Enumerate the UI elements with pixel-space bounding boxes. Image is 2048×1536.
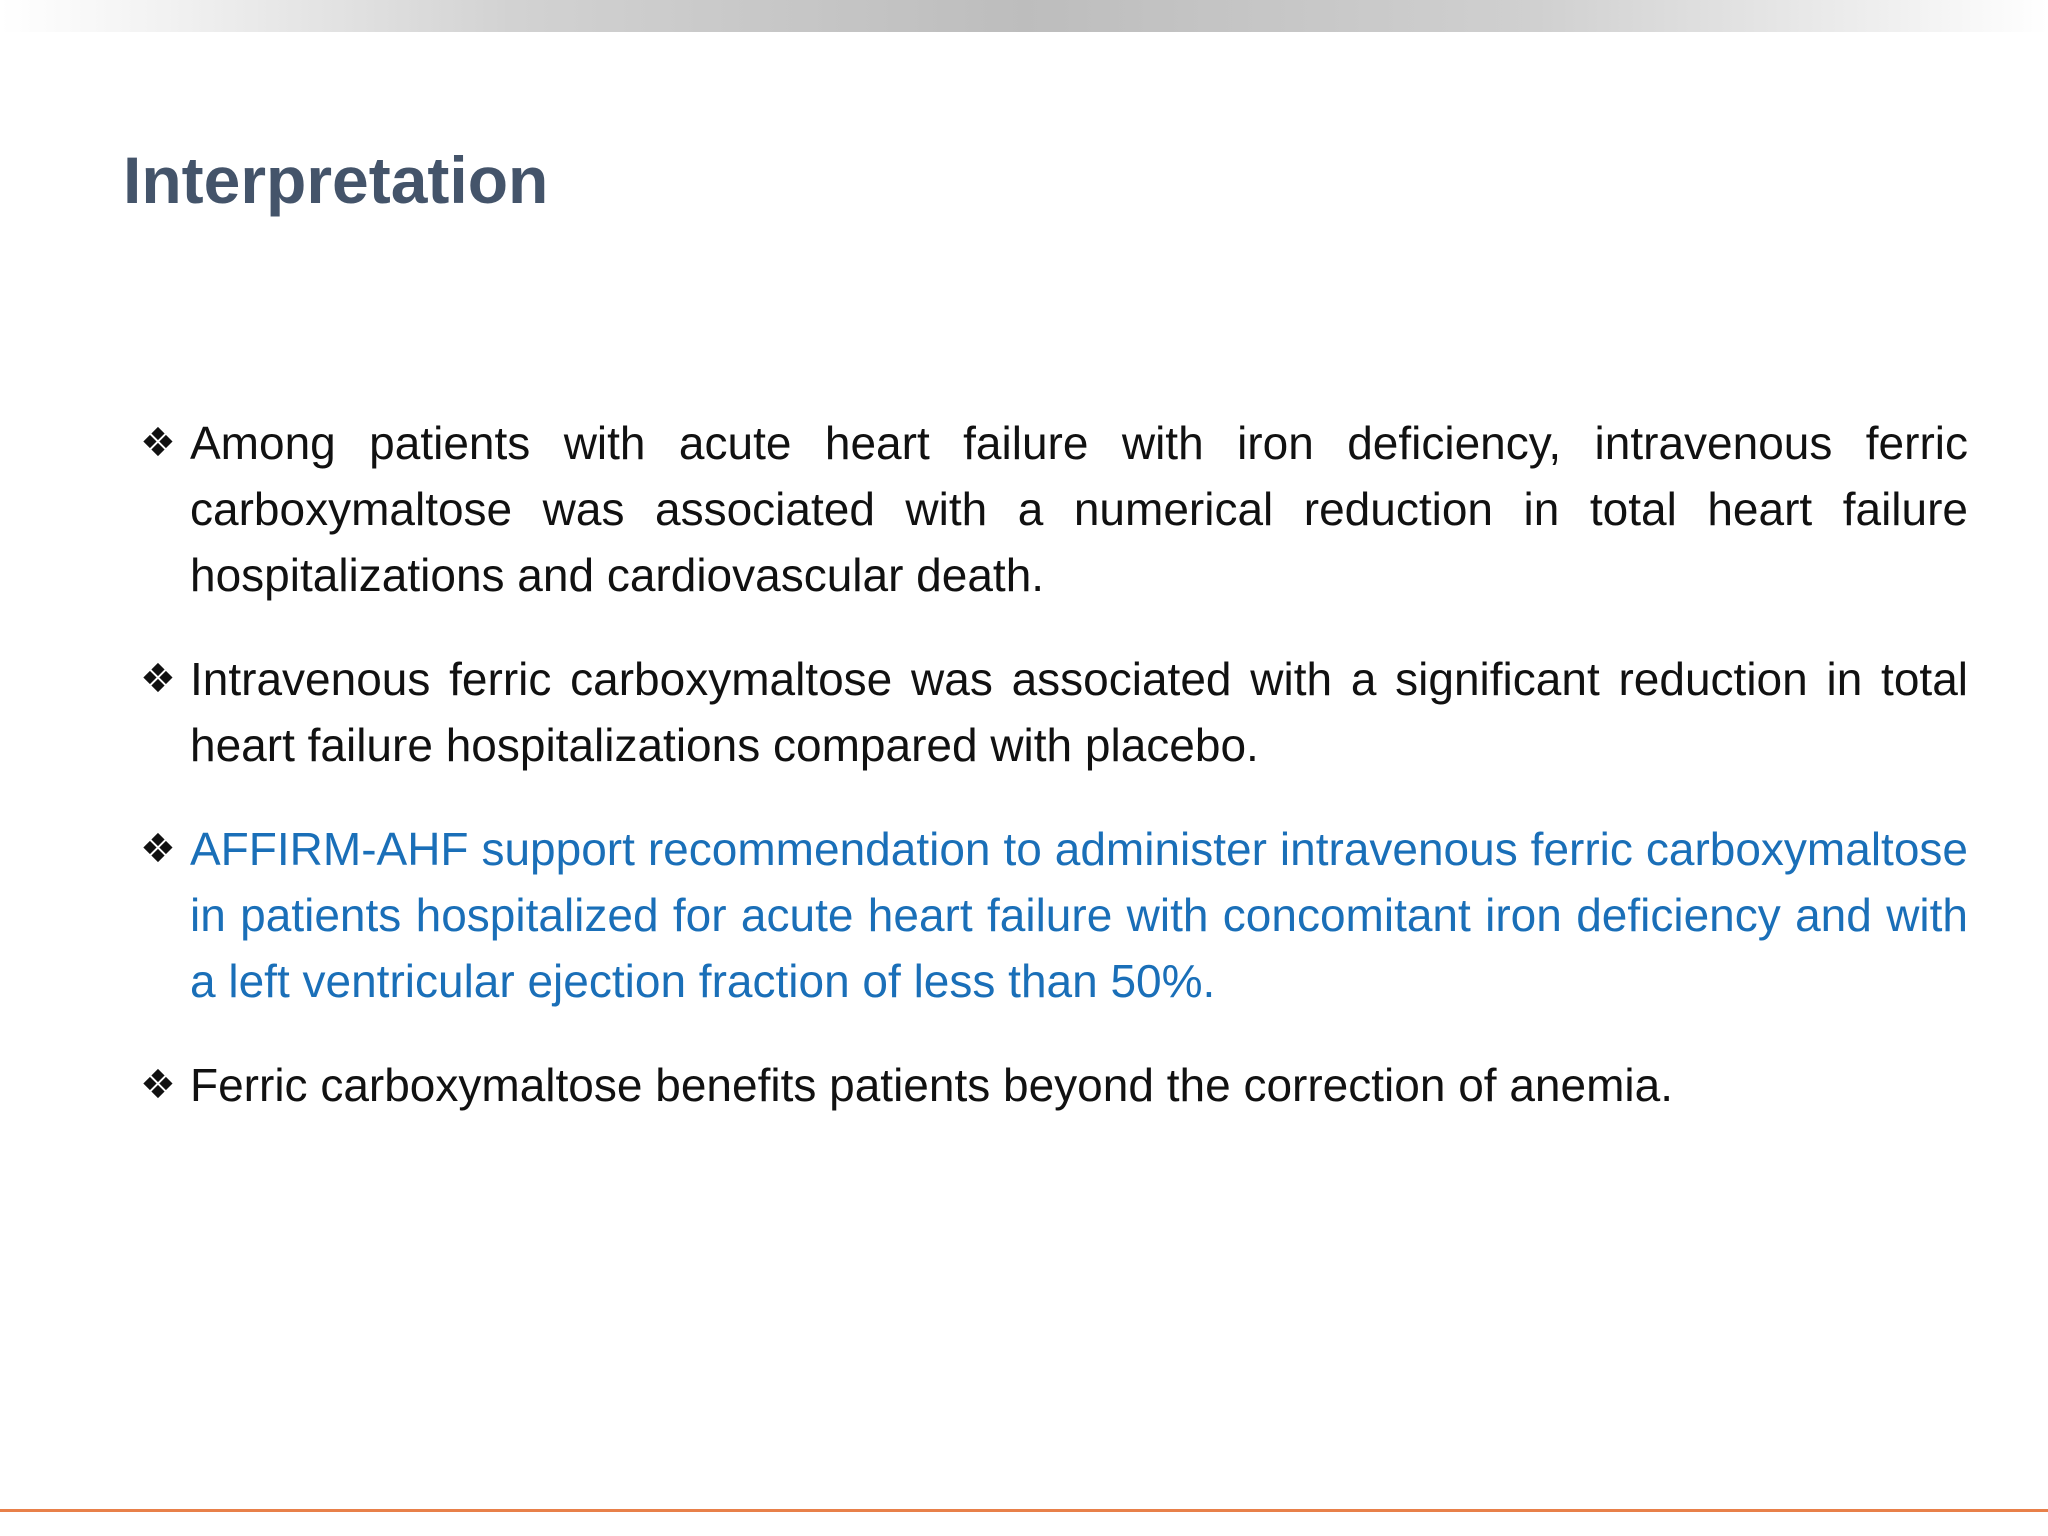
bullet-item-3-highlighted	[140, 816, 1968, 1014]
bullet-item-4	[140, 1052, 1968, 1118]
bullet-text: AFFIRM-AHF support recommendation to administer intravenous ferric carboxymaltose in patients hospitalized for acute heart failure with concomitant iron deficiency and with a left ventricular ejection fraction of less than 50%.	[190, 823, 1968, 1007]
bullet-item-2	[140, 646, 1968, 778]
bullet-text: Among patients with acute heart failure with iron deficiency, intravenous ferric carboxymaltose was associated with a numerical reduction in total heart failure hospitalizations and cardiovascular death.	[190, 417, 1968, 601]
diamond-bullet-icon: ❖	[140, 420, 176, 466]
diamond-bullet-icon: ❖	[140, 826, 176, 872]
diamond-bullet-icon: ❖	[140, 1062, 176, 1108]
bullet-item-1	[140, 410, 1968, 608]
bottom-accent-line	[0, 1509, 2048, 1512]
bullet-text: Intravenous ferric carboxymaltose was associated with a significant reduction in total heart failure hospitalizations compared with placebo.	[190, 653, 1968, 771]
slide-title: Interpretation	[123, 143, 549, 217]
top-gradient-bar	[0, 0, 2048, 32]
bullet-list	[140, 410, 1968, 1156]
bullet-text: Ferric carboxymaltose benefits patients beyond the correction of anemia.	[190, 1059, 1673, 1111]
diamond-bullet-icon: ❖	[140, 656, 176, 702]
